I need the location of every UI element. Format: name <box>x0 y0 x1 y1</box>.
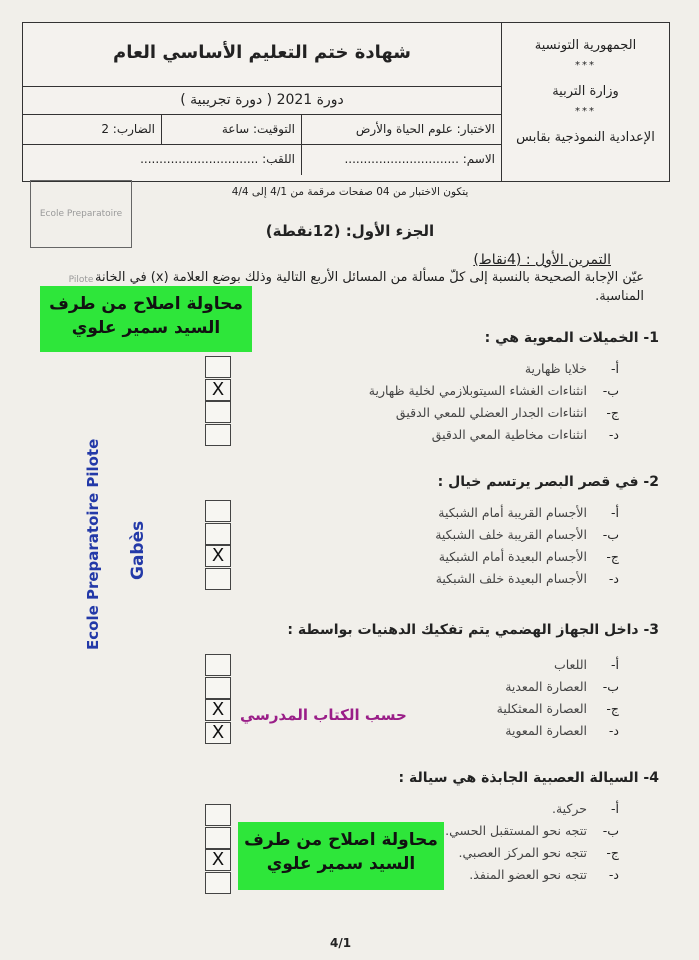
answer-checkbox[interactable] <box>205 677 231 699</box>
answer-checkbox[interactable] <box>205 356 231 378</box>
option <box>435 568 619 590</box>
name-field: الاسم: .............................. <box>301 145 501 175</box>
option-letter: ب- <box>602 527 619 542</box>
correction-line: محاولة اصلاح من طرف <box>244 830 438 850</box>
answer-boxes <box>205 356 231 446</box>
ministry-label: وزارة التربية <box>552 84 619 99</box>
option-text: انثناءات الغشاء السيتوبلازمي لخلية ظهارية <box>368 383 587 398</box>
city-vertical-label: Gabès <box>128 520 148 580</box>
answer-checkbox[interactable]: X <box>205 379 231 401</box>
pages-note: يتكون الاختبار من 04 صفحات مرقمة من 4/1 إلى 4/4 <box>231 186 469 198</box>
question-options <box>497 654 619 742</box>
option-letter: د- <box>608 867 619 882</box>
correction-line: محاولة اصلاح من طرف <box>49 294 243 314</box>
answer-checkbox[interactable] <box>205 568 231 590</box>
option <box>445 864 619 886</box>
correction-banner <box>238 822 444 890</box>
answer-boxes <box>205 500 231 590</box>
coefficient-field: الضارب: 2 <box>101 122 155 136</box>
option-letter: ب- <box>602 823 619 838</box>
option-text: الأجسام القريبة أمام الشبكية <box>438 505 587 520</box>
option <box>369 402 619 424</box>
answer-checkbox[interactable]: X <box>205 849 231 871</box>
option <box>435 524 619 546</box>
answer-checkbox[interactable] <box>205 523 231 545</box>
subject-field: الاختبار: علوم الحياة والأرض <box>301 115 501 144</box>
option-text: حركية. <box>551 801 587 816</box>
option-letter: أ- <box>611 505 619 520</box>
header-institution <box>501 23 669 181</box>
question-options <box>435 502 619 590</box>
option-text: خلايا ظهارية <box>524 361 587 376</box>
answer-checkbox[interactable] <box>205 872 231 894</box>
option-text: تتجه نحو العضو المنفذ. <box>469 867 587 882</box>
answer-checkbox[interactable] <box>205 500 231 522</box>
answer-checkbox[interactable] <box>205 654 231 676</box>
option <box>369 358 619 380</box>
school-stamp: Ecole Preparatoire Pilote <box>30 180 132 248</box>
header-exam-info <box>23 23 501 181</box>
exam-title: شهادة ختم التعليم الأساسي العام <box>23 23 501 87</box>
question-options <box>369 358 619 446</box>
option <box>435 502 619 524</box>
question-title: 1- الخميلات المعوية هي : <box>484 330 659 346</box>
question-title: 4- السيالة العصبية الجابذة هي سيالة : <box>398 770 659 786</box>
option-letter: ب- <box>602 383 619 398</box>
answer-checkbox[interactable]: X <box>205 722 231 744</box>
school-vertical-label: Ecole Preparatoire Pilote <box>84 438 102 650</box>
answer-checkbox[interactable] <box>205 401 231 423</box>
student-row <box>23 145 501 175</box>
exercise-title: التمرين الأول : (4نقاط) <box>473 252 611 268</box>
stars-divider: *** <box>575 60 596 71</box>
surname-field: اللقب: ............................... <box>140 152 295 166</box>
exercise-instruction: عيّن الإجابة الصحيحة بالنسبة إلى كلّ مسألة من المسائل الأربع التالية وذلك بوضع العلامة (x) في الخانة المناسبة. <box>94 270 644 304</box>
textbook-note: حسب الكتاب المدرسي <box>240 706 407 724</box>
timing-field: التوقيت: ساعة <box>161 115 301 144</box>
option <box>497 654 619 676</box>
answer-boxes <box>205 804 231 894</box>
option <box>445 842 619 864</box>
answer-boxes <box>205 654 231 744</box>
option <box>497 676 619 698</box>
option-letter: أ- <box>611 657 619 672</box>
option <box>369 424 619 446</box>
exam-session: دورة 2021 ( دورة تجريبية ) <box>23 87 501 115</box>
option <box>445 820 619 842</box>
option-text: العصارة المعثكلية <box>496 701 587 716</box>
page-number: 4/1 <box>330 936 352 950</box>
option-letter: د- <box>608 571 619 586</box>
answer-checkbox[interactable]: X <box>205 699 231 721</box>
option-text: العصارة المعدية <box>505 679 587 694</box>
option-letter: أ- <box>611 801 619 816</box>
option <box>435 546 619 568</box>
option-letter: ب- <box>602 679 619 694</box>
option-text: تتجه نحو المستقبل الحسي. <box>445 823 587 838</box>
question-title: 3- داخل الجهاز الهضمي يتم تفكيك الدهنيات بواسطة : <box>287 622 659 638</box>
answer-checkbox[interactable] <box>205 827 231 849</box>
option-letter: ج- <box>606 845 619 860</box>
option-letter: د- <box>608 723 619 738</box>
exam-header <box>22 22 670 182</box>
option-text: اللعاب <box>553 657 587 672</box>
answer-checkbox[interactable] <box>205 424 231 446</box>
option <box>497 720 619 742</box>
correction-author: السيد سمير علوي <box>71 318 221 338</box>
option <box>497 698 619 720</box>
option-letter: أ- <box>611 361 619 376</box>
option-text: الأجسام البعيدة أمام الشبكية <box>438 549 587 564</box>
option-letter: ج- <box>606 549 619 564</box>
correction-banner <box>40 286 252 352</box>
school-label: الإعدادية النموذجية بقابس <box>516 130 655 145</box>
option <box>369 380 619 402</box>
option-text: العصارة المعوية <box>505 723 587 738</box>
exam-meta-row <box>23 115 501 145</box>
option-text: تتجه نحو المركز العصبي. <box>458 845 587 860</box>
option-text: انثناءات الجدار العضلي للمعي الدقيق <box>395 405 587 420</box>
part-title: الجزء الأول: (12نقطة) <box>265 222 435 240</box>
correction-author: السيد سمير علوي <box>266 854 416 874</box>
option-letter: ج- <box>606 701 619 716</box>
answer-checkbox[interactable] <box>205 804 231 826</box>
option-letter: ج- <box>606 405 619 420</box>
question-title: 2- في قصر البصر يرتسم خيال : <box>437 474 659 490</box>
answer-checkbox[interactable]: X <box>205 545 231 567</box>
republic-label: الجمهورية التونسية <box>534 38 637 53</box>
option <box>445 798 619 820</box>
option-letter: د- <box>608 427 619 442</box>
option-text: الأجسام القريبة خلف الشبكية <box>435 527 587 542</box>
question-options <box>445 798 619 886</box>
option-text: الأجسام البعيدة خلف الشبكية <box>435 571 587 586</box>
option-text: انثناءات مخاطية المعي الدقيق <box>431 427 587 442</box>
stars-divider: *** <box>575 106 596 117</box>
